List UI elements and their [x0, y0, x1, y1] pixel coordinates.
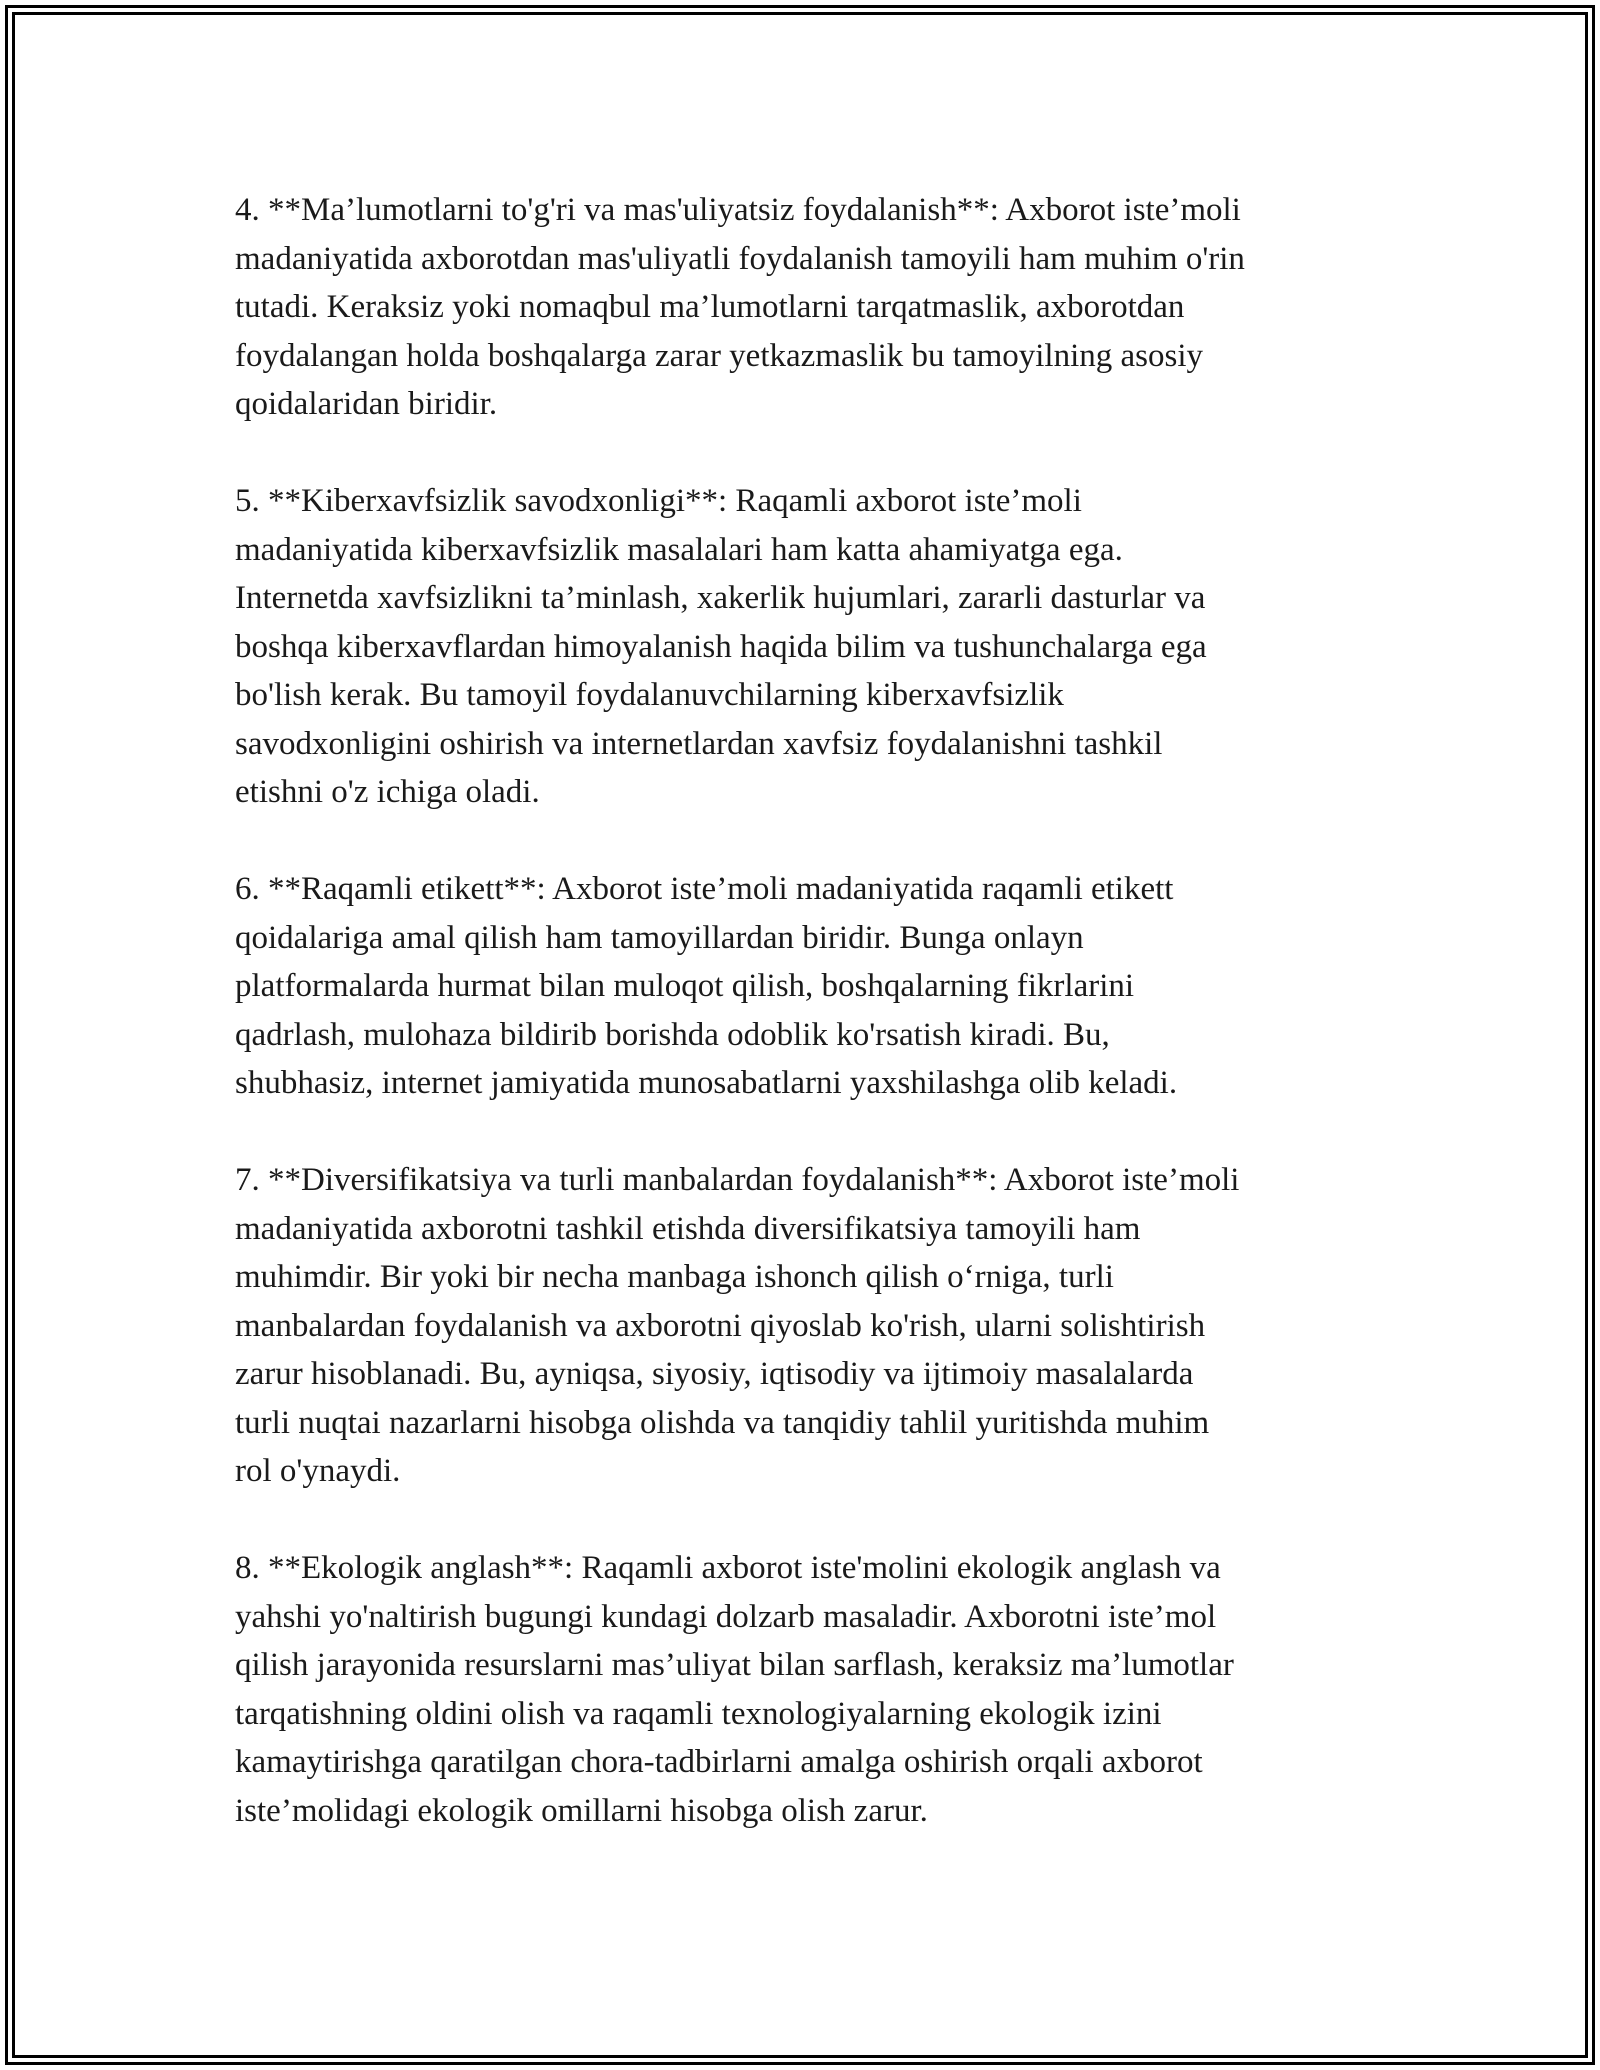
- paragraph-6: 6. **Raqamli etikett**: Axborot iste’moli madaniyatida raqamli etikett qoidalariga amal qilish ham tamoyillardan biridir. Bunga onlayn platformalarda hurmat bilan muloqot qilish, boshqalarning fikrlarini qadrlash, mulohaza bildirib borishda odoblik ko'rsatish kiradi. Bu, shubhasiz, internet jamiyatida munosabatlarni yaxshilashga olib keladi.: [235, 871, 1178, 1101]
- document-body: [235, 186, 1375, 1884]
- paragraph-4: 4. **Ma’lumotlarni to'g'ri va mas'uliyatsiz foydalanish**: Axborot iste’moli madaniyatida axborotdan mas'uliyatli foydalanish tamoyili ham muhim o'rin tutadi. Keraksiz yoki nomaqbul ma’lumotlarni tarqatmaslik, axborotdan foydalangan holda boshqalarga zarar yetkazmaslik bu tamoyilning asosiy qoidalaridan biridir.: [235, 192, 1245, 422]
- paragraph-7: 7. **Diversifikatsiya va turli manbalardan foydalanish**: Axborot iste’moli madaniyatida axborotni tashkil etishda diversifikatsiya tamoyili ham muhimdir. Bir yoki bir necha manbaga ishonch qilish o‘rniga, turli manbalardan foydalanish va axborotni qiyoslab ko'rish, ularni solishtirish zarur hisoblanadi. Bu, ayniqsa, siyosiy, iqtisodiy va ijtimoiy masalalarda turli nuqtai nazarlarni hisobga olishda va tanqidiy tahlil yuritishda muhim rol o'ynaydi.: [235, 1162, 1240, 1489]
- paragraph-5: 5. **Kiberxavfsizlik savodxonligi**: Raqamli axborot iste’moli madaniyatida kiberxavfsizlik masalalari ham katta ahamiyatga ega. Internetda xavfsizlikni ta’minlash, xakerlik hujumlari, zararli dasturlar va boshqa kiberxavflardan himoyalanish haqida bilim va tushunchalarga ega bo'lish kerak. Bu tamoyil foydalanuvchilarning kiberxavfsizlik savodxonligini oshirish va internetlardan xavfsiz foydalanishni tashkil etishni o'z ichiga oladi.: [235, 483, 1207, 810]
- paragraph-8: 8. **Ekologik anglash**: Raqamli axborot iste'molini ekologik anglash va yahshi yo'naltirish bugungi kundagi dolzarb masaladir. Axborotni iste’mol qilish jarayonida resurslarni mas’uliyat bilan sarflash, keraksiz ma’lumotlar tarqatishning oldini olish va raqamli texnologiyalarning ekologik izini kamaytirishga qaratilgan chora-tadbirlarni amalga oshirish orqali axborot iste’molidagi ekologik omillarni hisobga olish zarur.: [235, 1550, 1234, 1829]
